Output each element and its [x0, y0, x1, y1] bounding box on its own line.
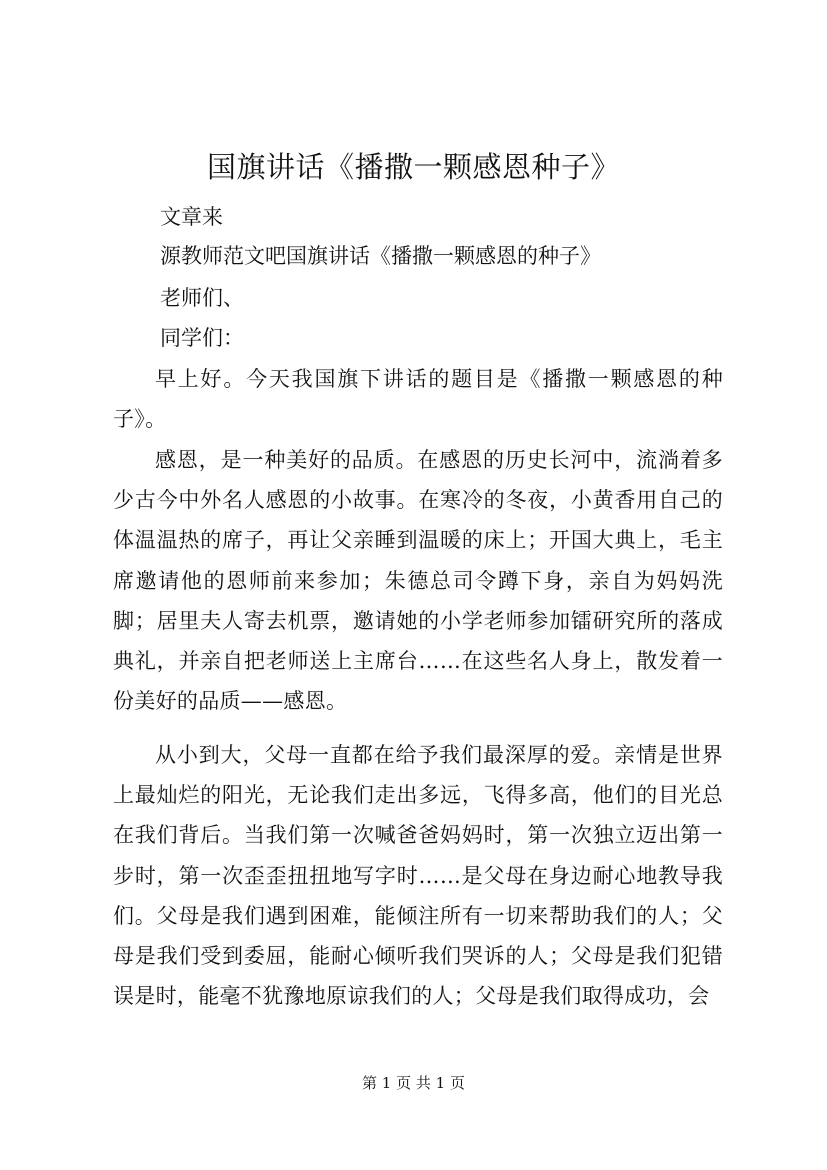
source-line-2: 源教师范文吧国旗讲话《播撒一颗感恩的种子》	[160, 244, 601, 268]
paragraph-gratitude: 感恩，是一种美好的品质。在感恩的历史长河中，流淌着多少古今中外名人感恩的小故事。在寒冷的冬夜，小黄香用自己的体温温热的席子，再让父亲睡到温暖的床上；开国大典上，毛主席邀请他的恩师前来参加；朱德总司令蹲下身，亲自为妈妈洗脚；居里夫人寄去机票，邀请她的小学老师参加镭研究所的落成典礼，并亲自把老师送上主席台……在这些名人身上，散发着一份美好的品质——感恩。	[113, 448, 723, 714]
paragraph-greeting: 早上好。今天我国旗下讲话的题目是《播撒一颗感恩的种子》。	[113, 367, 723, 432]
page-number-footer: 第 1 页 共 1 页	[362, 1074, 465, 1092]
paragraph-parents: 从小到大，父母一直都在给予我们最深厚的爱。亲情是世界上最灿烂的阳光，无论我们走出多远，飞得多高，他们的目光总在我们背后。当我们第一次喊爸爸妈妈时，第一次独立迈出第一步时，第一次歪歪扭扭地写字时……是父母在身边耐心地教导我们。父母是我们遇到困难，能倾注所有一切来帮助我们的人；父母是我们受到委屈，能耐心倾听我们哭诉的人；父母是我们犯错误是时，能毫不犹豫地原谅我们的人；父母是我们取得成功，会	[113, 743, 723, 1009]
source-line-1: 文章来	[160, 205, 223, 229]
salutation-teachers: 老师们、	[160, 286, 244, 310]
salutation-students: 同学们：	[160, 326, 244, 350]
page-title: 国旗讲话《播撒一颗感恩种子》	[206, 150, 620, 184]
